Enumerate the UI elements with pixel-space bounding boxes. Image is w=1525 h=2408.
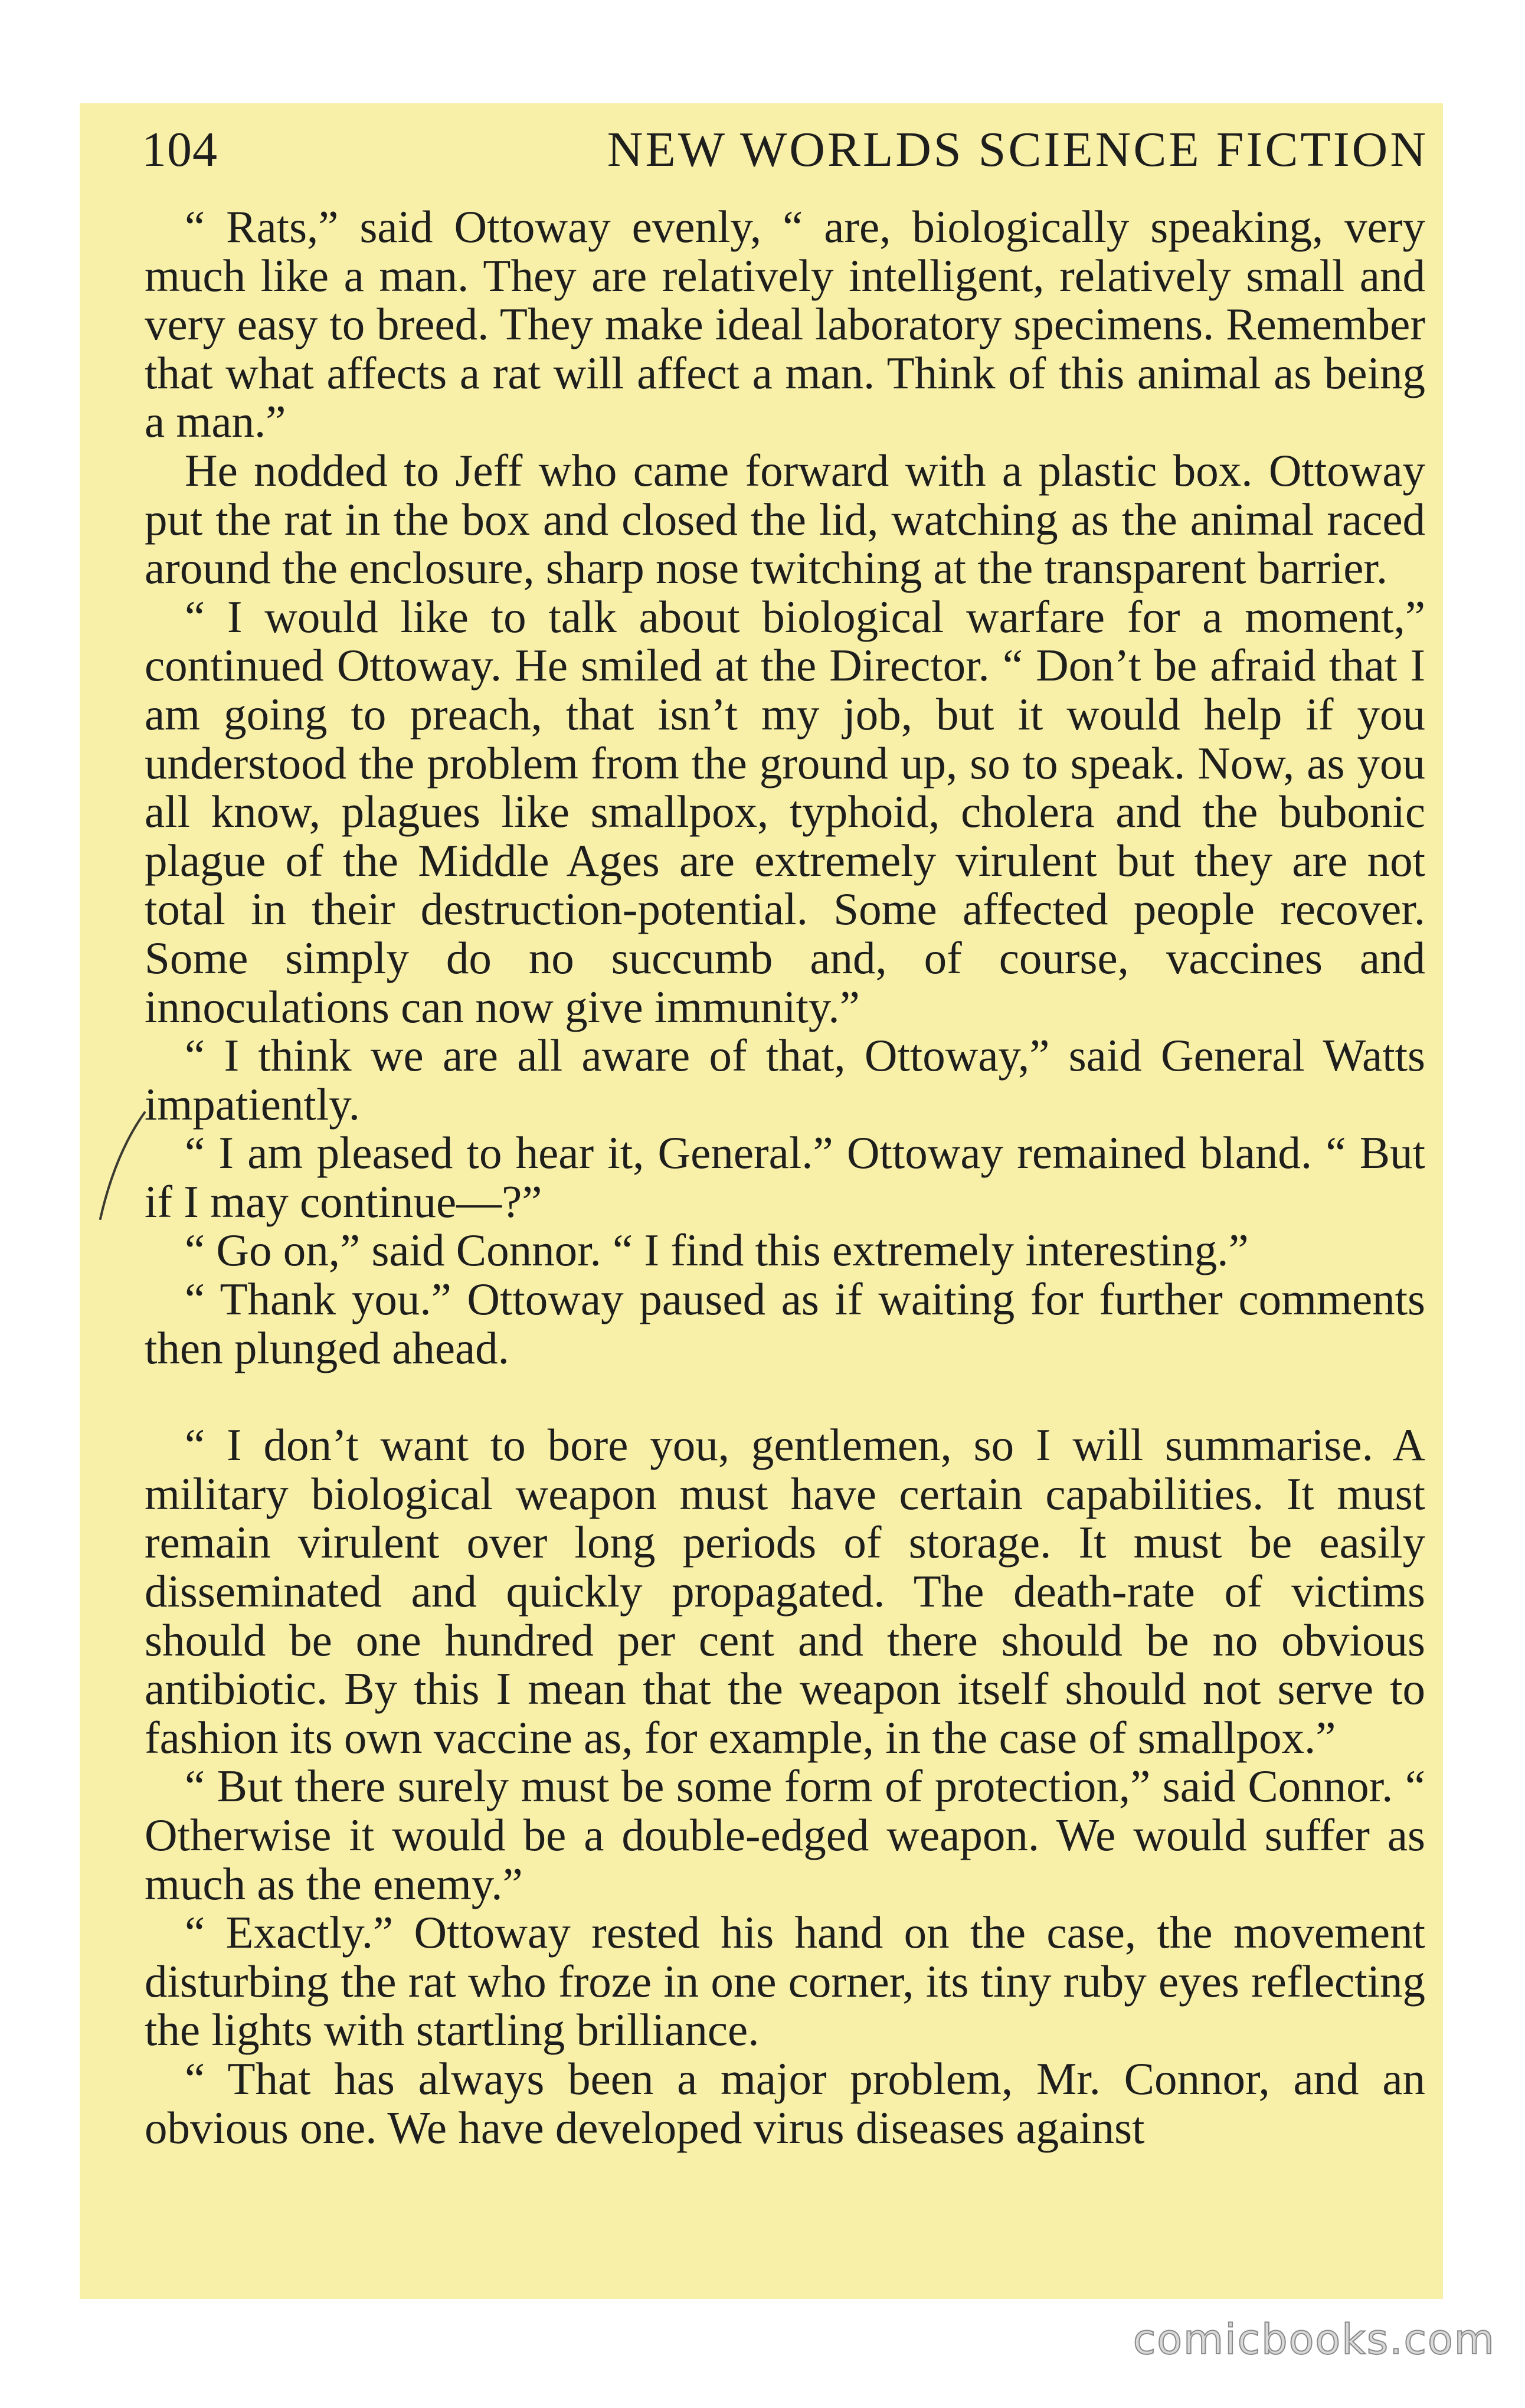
book-page <box>80 103 1443 2299</box>
paragraph: “ But there surely must be some form of protection,” said Connor. “ Otherwise it would be a double-edged weapon. We would suffer as much as the enemy.” <box>145 1761 1425 1909</box>
paragraph: “ Rats,” said Ottoway evenly, “ are, biologically speaking, very much like a man. They are relatively intelligent, relatively small and very easy to breed. They make ideal laboratory specimens. Remember that what affects a rat will affect a man. Think of this animal as being a man.” <box>145 201 1425 447</box>
paragraph: “ I don’t want to bore you, gentlemen, so I will summarise. A military biological weapon must have certain capabilities. It must remain virulent over long periods of storage. It must be easily disseminated and quickly propagated. The death-rate of victims should be one hundred per cent and there should be no obvious antibiotic. By this I mean that the weapon itself should not serve to fashion its own vaccine as, for example, in the case of smallpox.” <box>145 1419 1425 1763</box>
paragraph: “ I think we are all aware of that, Ottoway,” said General Watts impatiently. <box>145 1030 1425 1130</box>
watermark: comicbooks.com <box>1133 2315 1495 2364</box>
paragraph: “ Go on,” said Connor. “ I find this extremely interesting.” <box>185 1225 1249 1276</box>
page-number: 104 <box>142 122 218 177</box>
paragraph: “ Exactly.” Ottoway rested his hand on the case, the movement disturbing the rat who froze in one corner, its tiny ruby eyes reflecting the lights with startling brilliance. <box>145 1907 1425 2056</box>
running-title: NEW WORLDS SCIENCE FICTION <box>607 122 1428 177</box>
paragraph: “ Thank you.” Ottoway paused as if waiting for further comments then plunged ahead. <box>145 1274 1425 1373</box>
paragraph: “ That has always been a major problem, Mr. Connor, and an obvious one. We have developed virus diseases against <box>145 2053 1425 2153</box>
body-text <box>145 202 1425 2152</box>
section-break <box>145 1372 1425 1421</box>
paragraph: He nodded to Jeff who came forward with a plastic box. Ottoway put the rat in the box and closed the lid, watching as the animal raced around the enclosure, sharp nose twitching at the transparent barrier. <box>145 444 1425 594</box>
paragraph: “ I am pleased to hear it, General.” Ottoway remained bland. “ But if I may continue—?” <box>145 1127 1425 1227</box>
paragraph: “ I would like to talk about biological warfare for a moment,” continued Ottoway. He smiled at the Director. “ Don’t be afraid that I am going to preach, that isn’t my job, but it would help if you understood the problem from the ground up, so to speak. Now, as you all know, plagues like smallpox, typhoid, cholera and the bubonic plague of the Middle Ages are extremely virulent but they are not total in their destruction-potential. Some affected people recover. Some simply do no succumb and, of course, vaccines and innoculations can now give immunity.” <box>145 591 1425 1032</box>
page-header <box>142 121 1428 180</box>
